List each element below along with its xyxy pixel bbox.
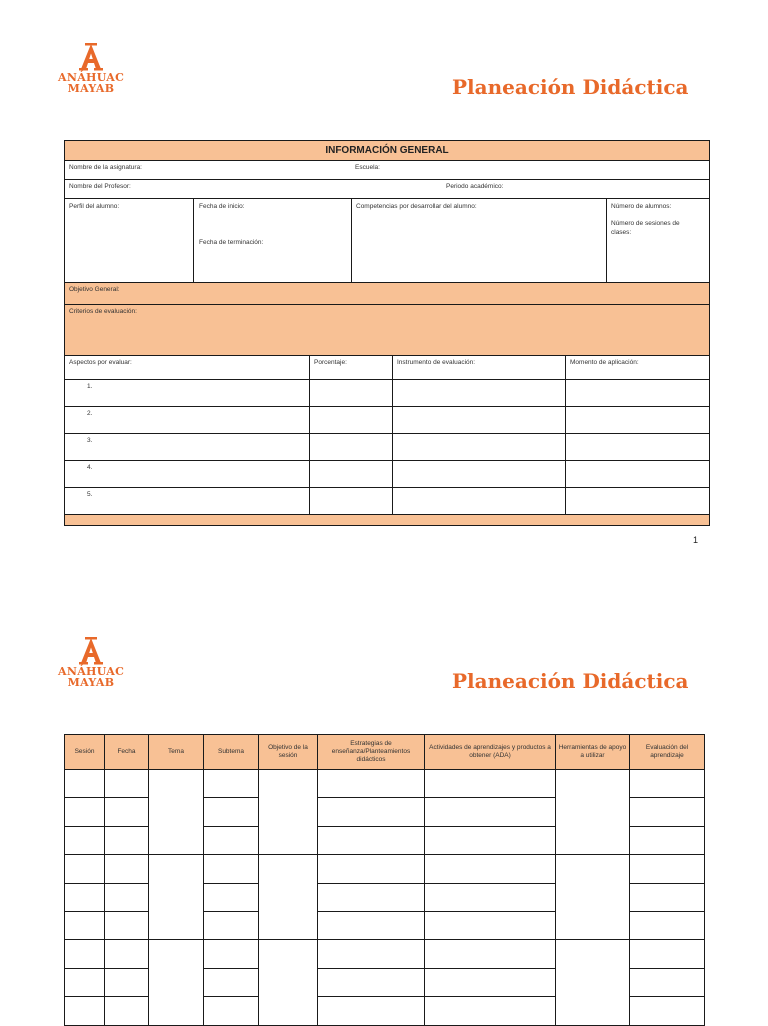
col-tema: Tema	[149, 735, 204, 770]
page-number: 1	[693, 535, 699, 545]
eval-header-momento: Momento de aplicación:	[570, 359, 639, 366]
col-actividades: Actividades de aprendizajes y productos a obtener (ADA)	[425, 735, 556, 770]
page-title: Planeación Didáctica	[452, 75, 689, 99]
divider	[392, 356, 393, 379]
eval-row	[65, 488, 709, 515]
session-planning-table	[64, 734, 705, 1026]
label-asignatura: Nombre de la asignatura:	[69, 164, 142, 171]
label-num-alumnos: Número de alumnos:	[611, 203, 672, 210]
page-title: Planeación Didáctica	[452, 669, 689, 693]
col-sesion: Sesión	[65, 735, 105, 770]
label-objetivo: Objetivo General:	[69, 286, 120, 293]
eval-header-row	[65, 356, 709, 380]
divider	[309, 356, 310, 379]
label-periodo: Periodo académico:	[446, 183, 504, 190]
table-row	[65, 940, 705, 968]
anahuac-logo	[58, 42, 124, 94]
eval-row	[65, 461, 709, 488]
divider	[193, 199, 194, 282]
eval-header-instrumento: Instrumento de evaluación:	[397, 359, 476, 366]
eval-row-number: 4.	[87, 464, 93, 471]
col-estrategias: Estrategias de enseñanza/Planteamientos didácticos	[318, 735, 425, 770]
logo-line-1: ANÁHUAC	[58, 71, 125, 84]
logo-line-2: MAYAB	[67, 676, 115, 689]
col-subtema: Subtema	[204, 735, 259, 770]
eval-row-number: 1.	[87, 383, 93, 390]
logo-line-2: MAYAB	[67, 82, 115, 95]
col-herramientas: Herramientas de apoyo a utilizar	[556, 735, 630, 770]
eval-row-number: 2.	[87, 410, 93, 417]
form-row-criteria	[65, 305, 709, 356]
label-fecha-termino: Fecha de terminación:	[199, 239, 264, 246]
form-row-profile	[65, 199, 709, 283]
footer-bar	[65, 515, 709, 525]
col-objetivo: Objetivo de la sesión	[259, 735, 318, 770]
table-row	[65, 855, 705, 883]
anahuac-logo	[58, 636, 124, 688]
col-evaluacion: Evaluación del aprendizaje	[630, 735, 705, 770]
eval-header-aspectos: Aspectos por evaluar:	[69, 359, 132, 366]
anahuac-a-emblem-icon	[76, 636, 106, 666]
general-info-form	[64, 140, 710, 526]
table-header-row	[65, 735, 705, 770]
form-row-professor	[65, 180, 709, 199]
table-row	[65, 770, 705, 798]
form-row-subject	[65, 161, 709, 180]
label-fecha-inicio: Fecha de inicio:	[199, 203, 245, 210]
form-row-objective	[65, 283, 709, 305]
eval-row	[65, 434, 709, 461]
logo-line-1: ANÁHUAC	[58, 665, 125, 678]
eval-header-porcentaje: Porcentaje:	[314, 359, 347, 366]
label-perfil: Perfil del alumno:	[69, 203, 120, 210]
eval-row-number: 3.	[87, 437, 93, 444]
eval-row-number: 5.	[87, 491, 93, 498]
label-profesor: Nombre del Profesor:	[69, 183, 131, 190]
label-num-sesiones: Número de sesiones de clases:	[611, 220, 680, 236]
eval-row	[65, 380, 709, 407]
section-header: INFORMACIÓN GENERAL	[65, 141, 709, 161]
divider	[565, 356, 566, 379]
label-criterios: Criterios de evaluación:	[69, 308, 137, 315]
label-escuela: Escuela:	[355, 164, 380, 171]
label-competencias: Competencias por desarrollar del alumno:	[356, 203, 477, 210]
divider	[606, 199, 607, 282]
divider	[351, 199, 352, 282]
anahuac-a-emblem-icon	[76, 42, 106, 72]
col-fecha: Fecha	[105, 735, 149, 770]
eval-row	[65, 407, 709, 434]
